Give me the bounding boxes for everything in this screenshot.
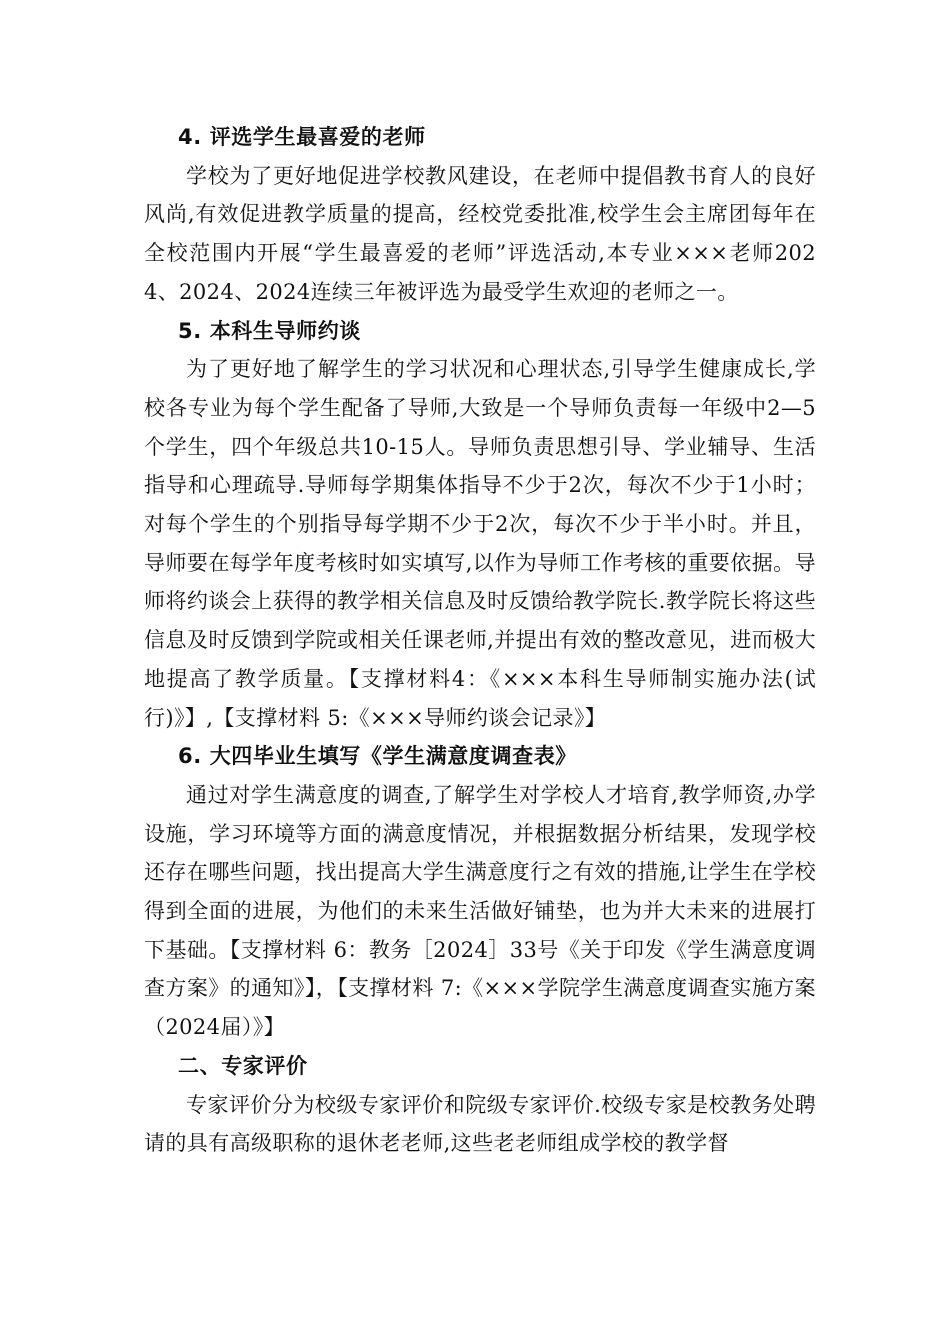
section-heading-6: 6. 大四毕业生填写《学生满意度调查表》 (178, 744, 577, 769)
section-heading-expert-evaluation: 二、专家评价 (178, 1053, 308, 1078)
section-heading-5: 5. 本科生导师约谈 (178, 318, 361, 343)
section-paragraph-4: 学校为了更好地促进学校教风建设，在老师中提倡教书育人的良好风尚,有效促进教学质量的提高，经校党委批准,校学生会主席团每年在全校范围内开展“学生最喜爱的老师”评选活动,本专业×××老师2024、2024、2024连续三年被评选为最受学生欢迎的老师之一。 (144, 163, 816, 304)
section-heading-4: 4. 评选学生最喜爱的老师 (178, 125, 426, 149)
document-body (144, 118, 816, 1163)
section-paragraph-6: 通过对学生满意度的调查,了解学生对学校人才培育,教学师资,办学设施，学习环境等方面的满意度情况，并根据数据分析结果，发现学校还存在哪些问题，找出提高大学生满意度行之有效的措施,让学生在学校得到全面的进展，为他们的未来生活做好铺垫，也为并大未来的进展打下基础。【支撑材料 6：教务［2024］33号《关于印发《学生满意度调查方案》的通知》】，【支撑材料 7:《×××学院学生满意度调查实施方案（2024届）》】 (144, 782, 816, 1040)
section-paragraph-expert-evaluation: 专家评价分为校级专家评价和院级专家评价.校级专家是校教务处聘请的具有高级职称的退休老老师,这些老老师组成学校的教学督 (144, 1092, 816, 1156)
section-paragraph-5: 为了更好地了解学生的学习状况和心理状态,引导学生健康成长,学校各专业为每个学生配备了导师,大致是一个导师负责每一年级中2—5个学生，四个年级总共10-15人。导师负责思想引导、学业辅导、生活指导和心理疏导.导师每学期集体指导不少于2次，每次不少于1小时；对每个学生的个别指导每学期不少于2次，每次不少于半小时。并且，导师要在每学年度考核时如实填写,以作为导师工作考核的重要依据。导师将约谈会上获得的教学相关信息及时反馈给教学院长.教学院长将这些信息及时反馈到学院或相关任课老师,并提出有效的整改意见，进而极大地提高了教学质量。【支撑材料4：《×××本科生导师制实施办法(试行)》】,【支撑材料 5:《×××导师约谈会记录》】 (144, 357, 816, 730)
